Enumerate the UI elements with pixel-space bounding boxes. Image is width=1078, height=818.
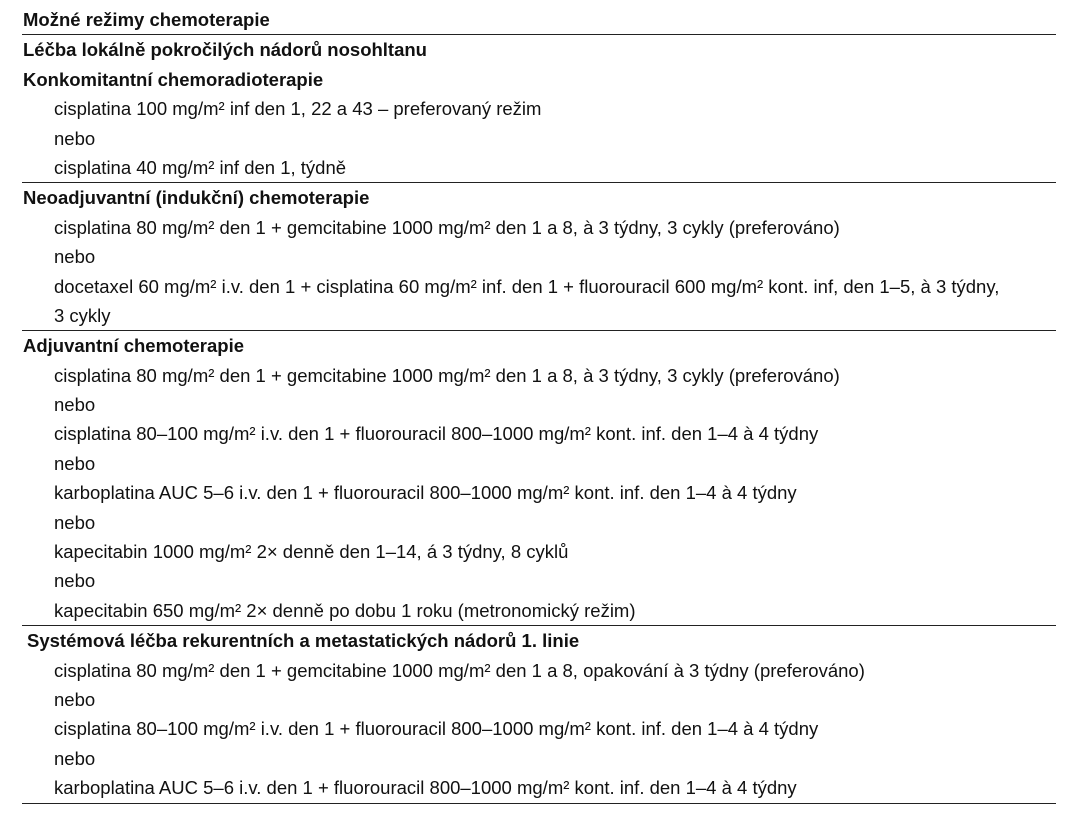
regimen-or: nebo bbox=[54, 570, 96, 592]
regimen-or: nebo bbox=[54, 511, 96, 533]
regimen-item: kapecitabin 650 mg/m² 2× denně po dobu 1 roku (metronomický režim) bbox=[54, 599, 636, 621]
regimen-or: nebo bbox=[54, 394, 96, 416]
section-heading-locally-advanced: Léčba lokálně pokročilých nádorů nosohltanu bbox=[23, 39, 427, 61]
regimen-item: cisplatina 80–100 mg/m² i.v. den 1 + fluorouracil 800–1000 mg/m² kont. inf. den 1–4 à 4 týdny bbox=[54, 718, 819, 740]
divider bbox=[22, 803, 1056, 804]
chemotherapy-regimens-table bbox=[22, 5, 1056, 804]
regimen-item: cisplatina 80 mg/m² den 1 + gemcitabine 1000 mg/m² den 1 a 8, à 3 týdny, 3 cykly (preferováno) bbox=[54, 216, 840, 238]
section-subheading-concomitant: Konkomitantní chemoradioterapie bbox=[23, 68, 324, 90]
regimen-item: docetaxel 60 mg/m² i.v. den 1 + cisplatina 60 mg/m² inf. den 1 + fluorouracil 600 mg/m² kont. inf, den 1–5, à 3 týdny, bbox=[54, 275, 1000, 297]
regimen-item: karboplatina AUC 5–6 i.v. den 1 + fluorouracil 800–1000 mg/m² kont. inf. den 1–4 à 4 týdny bbox=[54, 777, 797, 799]
section-heading-neoadjuvant: Neoadjuvantní (indukční) chemoterapie bbox=[23, 187, 370, 209]
section-heading-adjuvant: Adjuvantní chemoterapie bbox=[23, 335, 245, 357]
regimen-item: cisplatina 100 mg/m² inf den 1, 22 a 43 – preferovaný režim bbox=[54, 98, 542, 120]
regimen-item: cisplatina 80 mg/m² den 1 + gemcitabine 1000 mg/m² den 1 a 8, à 3 týdny, 3 cykly (preferováno) bbox=[54, 364, 840, 386]
regimen-item: karboplatina AUC 5–6 i.v. den 1 + fluorouracil 800–1000 mg/m² kont. inf. den 1–4 à 4 týdny bbox=[54, 482, 797, 504]
table-title: Možné režimy chemoterapie bbox=[23, 9, 270, 30]
regimen-or: nebo bbox=[54, 127, 96, 149]
section-heading-systemic-first-line: Systémová léčba rekurentních a metastatických nádorů 1. linie bbox=[27, 630, 580, 652]
regimen-item: kapecitabin 1000 mg/m² 2× denně den 1–14, á 3 týdny, 8 cyklů bbox=[54, 541, 569, 563]
regimen-item: cisplatina 40 mg/m² inf den 1, týdně bbox=[54, 156, 347, 178]
regimen-item: cisplatina 80 mg/m² den 1 + gemcitabine 1000 mg/m² den 1 a 8, opakování à 3 týdny (preferováno) bbox=[54, 659, 865, 681]
regimen-item: cisplatina 80–100 mg/m² i.v. den 1 + fluorouracil 800–1000 mg/m² kont. inf. den 1–4 à 4 týdny bbox=[54, 423, 819, 445]
regimen-or: nebo bbox=[54, 688, 96, 710]
regimen-or: nebo bbox=[54, 452, 96, 474]
regimen-or: nebo bbox=[54, 246, 96, 268]
regimen-or: nebo bbox=[54, 747, 96, 769]
regimen-item-continuation: 3 cykly bbox=[54, 304, 111, 326]
